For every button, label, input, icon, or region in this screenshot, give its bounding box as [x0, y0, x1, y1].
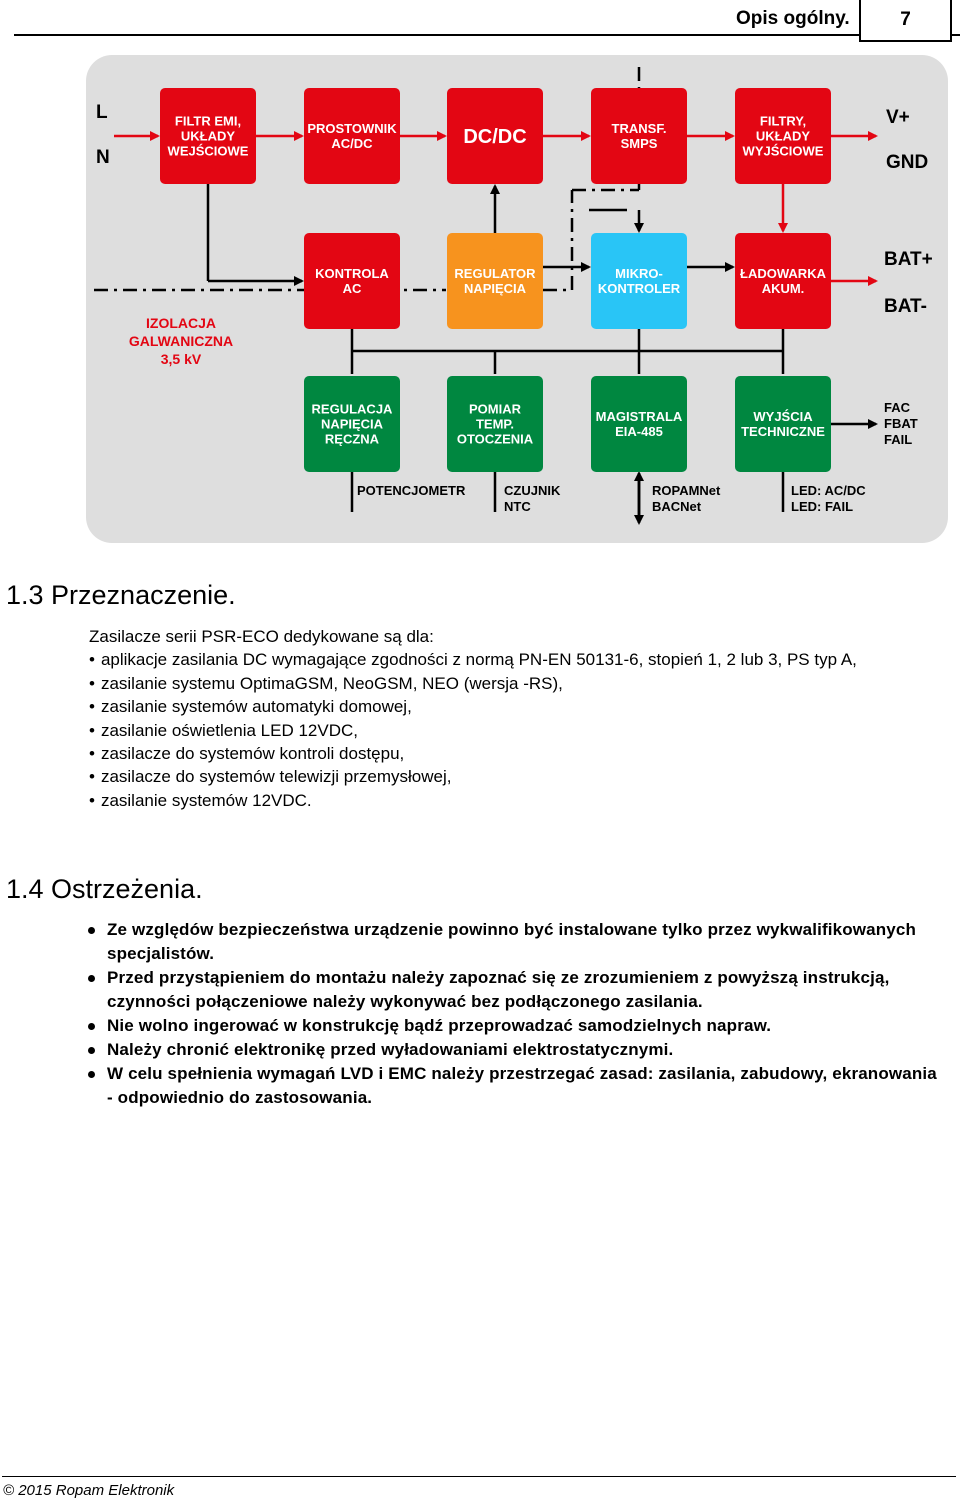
purpose-item-text: zasilanie systemu OptimaGSM, NeoGSM, NEO (wersja -RS), [100, 673, 563, 693]
purpose-list-item [89, 765, 959, 788]
purpose-list-item [89, 695, 959, 718]
kontrola-label-line: AC [342, 281, 362, 297]
purpose-list-item [89, 648, 959, 671]
fail-label: FAIL [884, 432, 913, 447]
isolation-label-line: 3,5 kV [160, 351, 202, 367]
intro-text: Zasilacze serii PSR-ECO dedykowane są dla: [89, 627, 434, 646]
vplus-label: V+ [886, 107, 910, 128]
isolation-label-line: IZOLACJA [146, 315, 216, 331]
section-1-3-heading: 1.3 Przeznaczenie. [6, 580, 236, 610]
footer-copyright: © 2015 Ropam Elektronik [3, 1482, 175, 1499]
warning-item: Przed przystąpieniem do montażu należy zapoznać się ze zrozumieniem z powyższą instrukcją, czynności połączeniowe należy wykonywać bez podłączonego zasilania. [86, 966, 946, 1014]
regulacja-label-line: NAPIĘCIA [320, 416, 384, 432]
l-label: L [96, 102, 108, 123]
purpose-item-text: zasilanie systemów automatyki domowej, [100, 697, 412, 717]
kontrola-label-line: KONTROLA [315, 266, 389, 282]
magistrala-label-line: MAGISTRALA [595, 409, 683, 425]
gnd-label: GND [886, 152, 929, 173]
bullet: • [89, 673, 95, 693]
regulacja-label-line: REGULACJA [311, 401, 393, 417]
filtr-emi-label-line: WEJŚCIOWE [167, 143, 249, 159]
purpose-item-text: aplikacje zasilania DC wymagające zgodności z normą PN-EN 50131-6, stopień 1, 2 lub 3, PS typ A, [100, 650, 857, 670]
mikro-label-line: KONTROLER [597, 281, 681, 297]
warning-item: Należy chronić elektronikę przed wyładowaniami elektrostatycznymi. [86, 1038, 946, 1062]
page-number: 7 [859, 0, 952, 42]
bullet: • [89, 720, 95, 740]
transf-label-line: TRANSF. [611, 121, 667, 137]
wyjscia-label-line: WYJŚCIA [753, 409, 813, 425]
header-rule [14, 34, 960, 36]
fbat-label: FBAT [884, 416, 918, 431]
warnings-list [86, 918, 946, 1110]
warnings [86, 918, 946, 1110]
regulator-label-line: REGULATOR [454, 266, 536, 282]
regulator-label [454, 266, 536, 296]
ropam-label-line: BACNet [652, 499, 702, 514]
purpose-list-item [89, 789, 959, 812]
purpose-list-item [89, 742, 959, 765]
dcdc-label-line: DC/DC [463, 126, 527, 148]
purpose-item-text: zasilacze do systemów telewizji przemysłowej, [100, 767, 452, 787]
filtry-label-line: WYJŚCIOWE [742, 143, 824, 159]
czujnik-label-line: NTC [504, 499, 531, 514]
potencjometr-label [357, 483, 466, 498]
warning-item: W celu spełnienia wymagań LVD i EMC należy przestrzegać zasad: zasilania, zabudowy, ekranowania - odpowiednio do zastosowania. [86, 1062, 946, 1110]
block-diagram [86, 55, 948, 543]
filtry-label-line: FILTRY, [759, 113, 807, 129]
led-label-line: LED: AC/DC [791, 483, 866, 498]
pomiar-label-line: OTOCZENIA [456, 431, 534, 447]
batplus-label: BAT+ [884, 249, 933, 270]
ropam-label-line: ROPAMNet [652, 483, 721, 498]
warning-item: Nie wolno ingerować w konstrukcję bądź przeprowadzać samodzielnych napraw. [86, 1014, 946, 1038]
ladowarka-label-line: AKUM. [761, 281, 805, 297]
czujnik-label-line: CZUJNIK [504, 483, 561, 498]
filtry-label-line: UKŁADY [755, 128, 811, 144]
dcdc-label [463, 126, 526, 148]
purpose-list-item [89, 672, 959, 695]
filtr-emi-label-line: UKŁADY [180, 128, 236, 144]
bullet: • [89, 650, 95, 670]
filtr-emi-label-line: FILTR EMI, [174, 113, 242, 129]
mikro-label-line: MIKRO- [615, 266, 663, 282]
wyjscia-label [741, 409, 825, 439]
ladowarka-label-line: ŁADOWARKA [740, 266, 826, 282]
wyjscia-label-line: TECHNICZNE [741, 424, 825, 440]
section-1-4-heading: 1.4 Ostrzeżenia. [6, 874, 203, 904]
purpose-item-text: zasilanie systemów 12VDC. [100, 790, 312, 810]
footer-rule [2, 1476, 956, 1477]
header-title: Opis ogólny. [736, 8, 850, 29]
purpose-item-text: zasilacze do systemów kontroli dostępu, [100, 744, 405, 764]
bullet: • [89, 744, 95, 764]
bullet: • [89, 697, 95, 717]
prostownik-label-line: AC/DC [331, 136, 373, 152]
bullet: • [89, 790, 95, 810]
section-1-3-body [89, 625, 959, 812]
fac-label: FAC [884, 400, 910, 415]
pomiar-label-line: TEMP. [475, 416, 515, 432]
isolation-label-line: GALWANICZNA [128, 333, 234, 349]
batminus-label: BAT- [884, 296, 927, 317]
purpose-list-item [89, 719, 959, 742]
regulator-label-line: NAPIĘCIA [463, 281, 527, 297]
bullet: • [89, 767, 95, 787]
n-label: N [96, 147, 110, 168]
regulacja-label-line: RĘCZNA [324, 431, 380, 447]
purpose-item-text: zasilanie oświetlenia LED 12VDC, [100, 720, 358, 740]
pomiar-label-line: POMIAR [469, 401, 521, 417]
magistrala-label-line: EIA-485 [615, 424, 663, 440]
prostownik-label-line: PROSTOWNIK [307, 121, 397, 137]
purpose-list [89, 648, 959, 812]
led-label-line: LED: FAIL [791, 499, 854, 514]
warning-item: Ze względów bezpieczeństwa urządzenie powinno być instalowane tylko przez wykwalifikowanych specjalistów. [86, 918, 946, 966]
transf-label-line: SMPS [620, 136, 658, 152]
potencjometr-label-line: POTENCJOMETR [357, 483, 466, 498]
